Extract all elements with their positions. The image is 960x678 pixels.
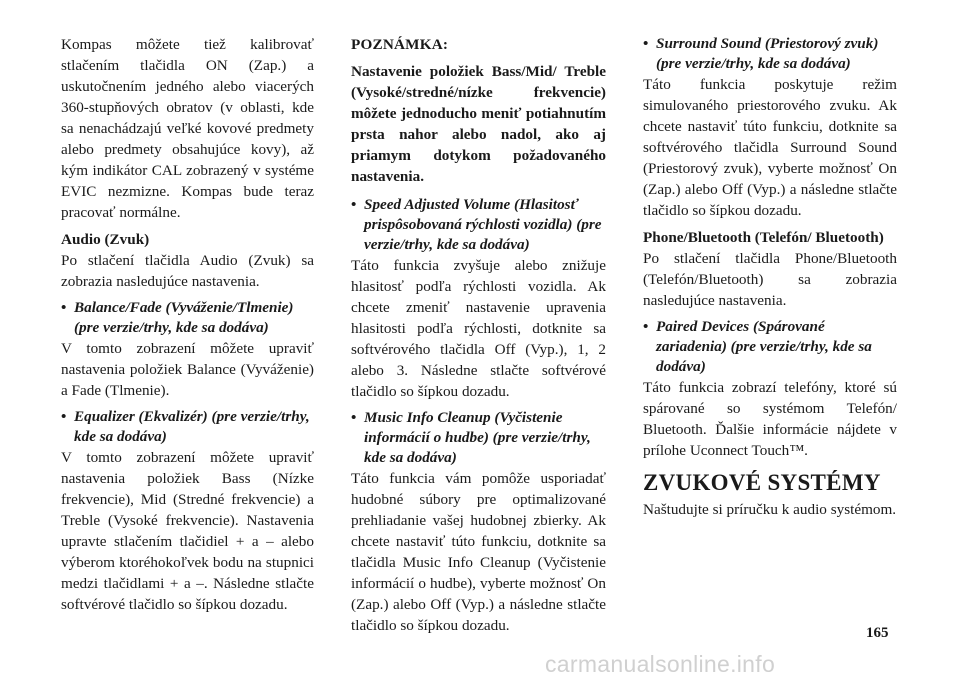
equalizer-paragraph: V tomto zobrazení môžete upraviť nastavenia položiek Bass (Nízke frekvencie), Mid (Stredné frekvencie) a Treble (Vysoké frekvencie). Nastavenia upravte stlačením tlačidiel + a – alebo výberom ktoréhokoľvek bodu na stupnici medzi tlačidlami + a –. Následne stlačte softvérové tlačidlo so šípkou dozadu. [61, 449, 314, 613]
bullet-icon: • [643, 35, 649, 52]
bullet-icon: • [351, 196, 357, 213]
audio-heading: Audio (Zvuk) [61, 231, 150, 248]
audio-paragraph: Po stlačení tlačidla Audio (Zvuk) sa zobrazia nasledujúce nastavenia. [61, 252, 314, 290]
surround-paragraph: Táto funkcia poskytuje režim simulovaného priestorového zvuku. Ak chcete nastaviť túto funkciu, dotknite sa softvérového tlačidla Surround Sound (Priestorový zvuk), vyberte možnosť On (Zap.) alebo Off (Vyp.) a následne stlačte tlačidlo so šípkou dozadu. [643, 76, 897, 219]
bullet-label: Paired Devices (Spárované zariadenia) (pre verzie/trhy, kde sa dodáva) [656, 318, 872, 375]
bullet-label: Speed Adjusted Volume (Hlasitosť prispôsobovaná rýchlosti vozidla) (pre verzie/trhy, kde sa dodáva) [364, 196, 602, 253]
note-title: POZNÁMKA: [351, 36, 449, 53]
bullet-icon: • [643, 318, 649, 335]
compass-paragraph: Kompas môžete tiež kalibrovať stlačením tlačidla ON (Zap.) a uskutočnením jedného alebo viacerých 360-stupňových obratov (v oblasti, kde sa nenachádzajú veľké kovové predmety alebo predmety obsahujúce kovy), až kým indikátor CAL zobrazený v systéme EVIC nezmizne. Kompas bude teraz pracovať normálne. [61, 36, 314, 221]
watermark: carmanualsonline.info [545, 651, 776, 677]
column-middle [351, 34, 606, 642]
bullet-label: Surround Sound (Priestorový zvuk) (pre verzie/trhy, kde sa dodáva) [656, 35, 879, 72]
music-cleanup-paragraph: Táto funkcia vám pomôže usporiadať hudobné súbory pre optimalizované prehliadanie vašej hudobnej zbierky. Ak chcete nastaviť túto funkciu, dotknite sa tlačidla Music Info Cleanup (Vyčistenie informácií o hudbe), vyberte možnosť On (Zap.) alebo Off (Vyp.) a následne stlačte tlačidlo so šípkou dozadu. [351, 470, 606, 634]
page-number: 165 [866, 625, 889, 641]
column-left [61, 34, 314, 621]
section-title: ZVUKOVÉ SYSTÉMY [643, 470, 881, 495]
bullet-balance-fade [61, 298, 314, 338]
section-paragraph: Naštudujte si príručku k audio systémom. [643, 501, 897, 518]
balance-fade-paragraph: V tomto zobrazení môžete upraviť nastavenia položiek Balance (Vyváženie) a Fade (Tlmenie). [61, 340, 314, 399]
bullet-paired-devices [643, 317, 897, 377]
bullet-music-info-cleanup [351, 408, 606, 468]
speed-volume-paragraph: Táto funkcia zvyšuje alebo znižuje hlasitosť podľa rýchlosti vozidla. Ak chcete zmeniť nastavenie upravenia hlasitosti podľa rýchlosti, dotknite sa softvérového tlačidla Off (Vyp.), 1, 2 alebo 3. Následne stlačte softvérové tlačidlo so šípkou dozadu. [351, 257, 606, 400]
bullet-label: Equalizer (Ekvalizér) (pre verzie/trhy, kde sa dodáva) [74, 408, 310, 445]
bullet-label: Music Info Cleanup (Vyčistenie informácií o hudbe) (pre verzie/trhy, kde sa dodáva) [364, 409, 591, 466]
column-right [643, 34, 897, 526]
bullet-surround-sound [643, 34, 897, 74]
bullet-icon: • [61, 299, 67, 316]
bullet-icon: • [61, 408, 67, 425]
bullet-equalizer [61, 407, 314, 447]
bullet-icon: • [351, 409, 357, 426]
paired-devices-paragraph: Táto funkcia zobrazí telefóny, ktoré sú spárované so systémom Telefón/ Bluetooth. Ďalšie informácie nájdete v prílohe Uconnect Touch™. [643, 379, 897, 459]
phone-bluetooth-heading: Phone/Bluetooth (Telefón/ Bluetooth) [643, 229, 884, 246]
phone-paragraph: Po stlačení tlačidla Phone/Bluetooth (Telefón/Bluetooth) sa zobrazia nasledujúce nastavenia. [643, 250, 897, 309]
note-body: Nastavenie položiek Bass/Mid/ Treble (Vysoké/stredné/nízke frekvencie) môžete jednoducho meniť potiahnutím prsta nahor alebo nadol, ako aj priamym dotykom požadovaného nastavenia. [351, 63, 606, 185]
bullet-label: Balance/Fade (Vyváženie/Tlmenie) (pre verzie/trhy, kde sa dodáva) [74, 299, 294, 336]
bullet-speed-adjusted-volume [351, 195, 606, 255]
